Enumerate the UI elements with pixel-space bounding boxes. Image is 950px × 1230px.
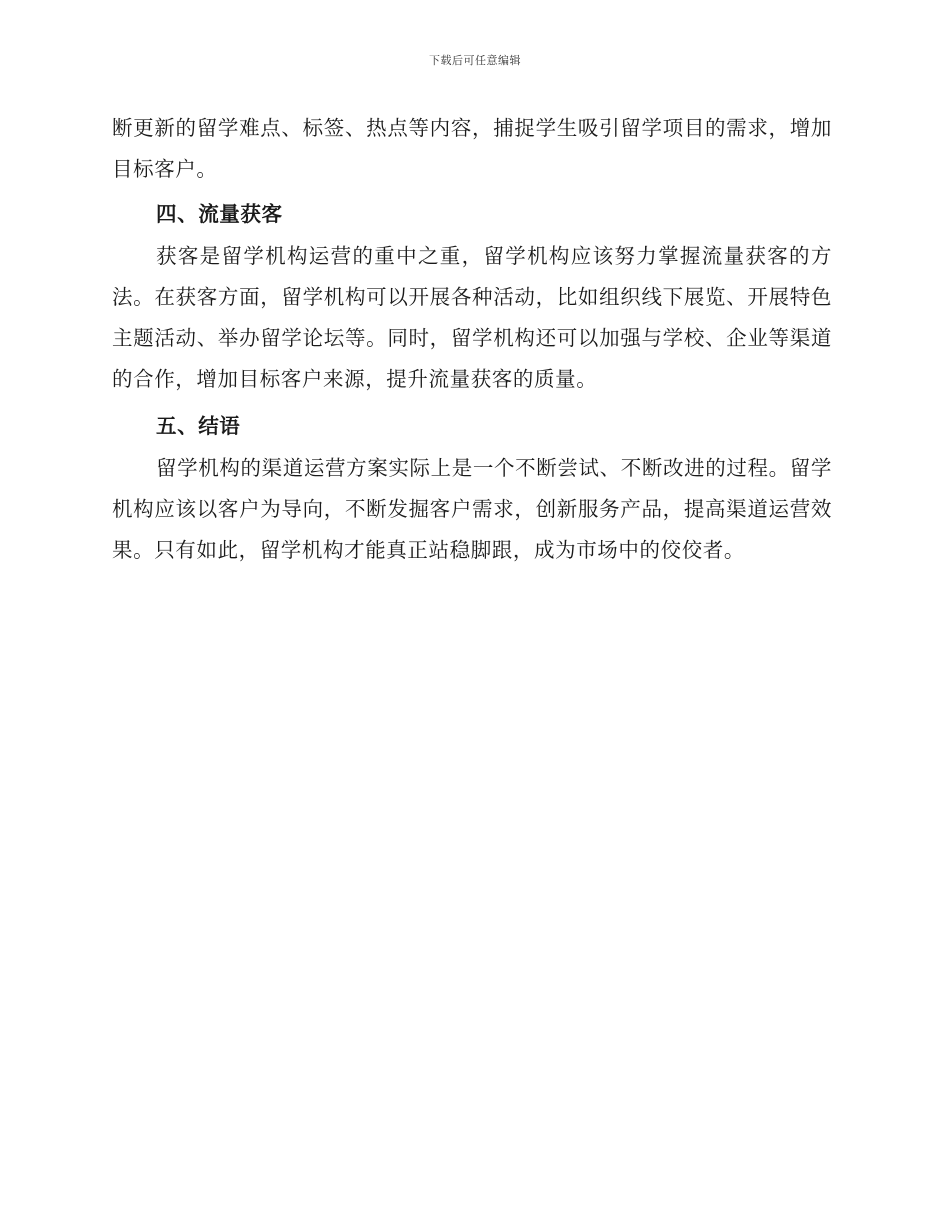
continued-paragraph: 断更新的留学难点、标签、热点等内容，捕捉学生吸引留学项目的需求，增加目标客户。: [112, 116, 832, 181]
page-header-note: 下载后可任意编辑: [429, 54, 521, 67]
section-paragraph-conclusion: 留学机构的渠道运营方案实际上是一个不断尝试、不断改进的过程。留学机构应该以客户为导向，不断发掘客户需求，创新服务产品，提高渠道运营效果。只有如此，留学机构才能真正站稳脚跟，成为市场中的佼佼者。: [112, 456, 832, 562]
section-heading-traffic-acquisition: 四、流量获客: [156, 202, 283, 226]
section-heading-conclusion: 五、结语: [156, 414, 241, 438]
document-body: [112, 108, 832, 571]
section-paragraph-traffic-acquisition: 获客是留学机构运营的重中之重，留学机构应该努力掌握流量获客的方法。在获客方面，留学机构可以开展各种活动，比如组织线下展览、开展特色主题活动、举办留学论坛等。同时，留学机构还可以加强与学校、企业等渠道的合作，增加目标客户来源，提升流量获客的质量。: [112, 244, 832, 391]
